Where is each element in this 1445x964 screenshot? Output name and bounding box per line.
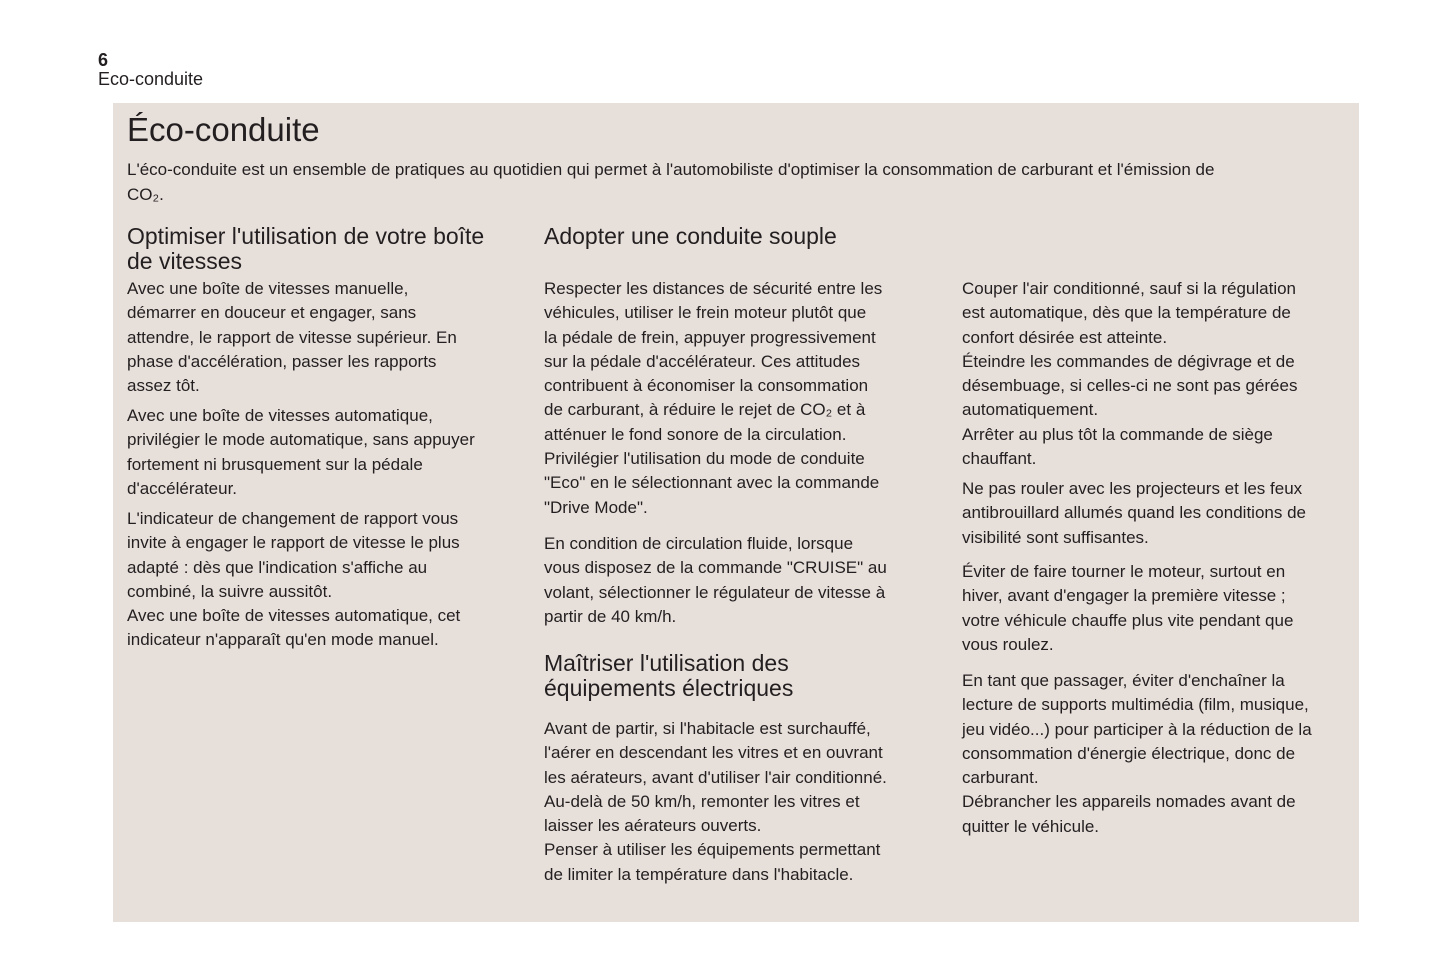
- intro-paragraph: [127, 157, 1337, 207]
- text-line: Penser à utiliser les équipements permettant: [544, 840, 881, 860]
- text-line: L'indicateur de changement de rapport vous: [127, 509, 459, 528]
- text-line: attendre, le rapport de vitesse supérieur. En: [127, 327, 457, 347]
- text-line: Avec une boîte de vitesses manuelle,: [127, 279, 409, 298]
- paragraph: [127, 507, 527, 653]
- text-line: automatiquement.: [962, 400, 1099, 420]
- text-line: adapté : dès que l'indication s'affiche au: [127, 557, 428, 577]
- text-line: phase d'accélération, passer les rapports: [127, 351, 437, 371]
- subsection-heading: [544, 651, 944, 700]
- text-line: Couper l'air conditionné, sauf si la régulation: [962, 279, 1296, 298]
- paragraph: [544, 717, 944, 887]
- text-line: Maîtriser l'utilisation des: [544, 650, 789, 676]
- text-line: sur la pédale d'accélérateur. Ces attitudes: [544, 351, 861, 371]
- text-line: les aérateurs, avant d'utiliser l'air conditionné.: [544, 767, 887, 787]
- text-line: Avec une boîte de vitesses automatique, cet: [127, 606, 461, 626]
- text-line: quitter le véhicule.: [962, 816, 1100, 836]
- subsection-heading: [544, 224, 944, 249]
- text-line: indicateur n'apparaît qu'en mode manuel.: [127, 630, 439, 650]
- paragraph: [962, 560, 1362, 657]
- text-line: lecture de supports multimédia (film, musique,: [962, 695, 1309, 715]
- text-line: Avec une boîte de vitesses automatique,: [127, 406, 433, 425]
- text-line: En tant que passager, éviter d'enchaîner la: [962, 671, 1285, 690]
- text-line: carburant.: [962, 768, 1039, 788]
- text-line: hiver, avant d'engager la première vitesse ;: [962, 586, 1286, 606]
- text-line: Au-delà de 50 km/h, remonter les vitres et: [544, 791, 860, 811]
- text-line: Débrancher les appareils nomades avant de: [962, 792, 1296, 812]
- text-line: assez tôt.: [127, 376, 200, 396]
- text-line: "Drive Mode".: [544, 497, 648, 517]
- text-line: de limiter la température dans l'habitacle.: [544, 864, 854, 884]
- text-line: consommation d'énergie électrique, donc de: [962, 743, 1296, 763]
- text-line: vous roulez.: [962, 634, 1054, 654]
- text-line: privilégier le mode automatique, sans appuyer: [127, 430, 475, 450]
- text-line: laisser les aérateurs ouverts.: [544, 816, 762, 836]
- text-line: Respecter les distances de sécurité entre les: [544, 279, 883, 298]
- paragraph: [962, 477, 1362, 550]
- text-line: Privilégier l'utilisation du mode de conduite: [544, 449, 865, 469]
- text-line: partir de 40 km/h.: [544, 606, 677, 626]
- text-line: jeu vidéo...) pour participer à la réduction de la: [962, 719, 1312, 739]
- text-line: la pédale de frein, appuyer progressivement: [544, 327, 876, 347]
- text-line: Éviter de faire tourner le moteur, surtout en: [962, 562, 1286, 581]
- text-line: confort désirée est atteinte.: [962, 327, 1168, 347]
- paragraph: [962, 277, 1362, 471]
- text-line: combiné, la suivre aussitôt.: [127, 581, 333, 601]
- text-line: En condition de circulation fluide, lorsque: [544, 534, 854, 553]
- text-line: chauffant.: [962, 449, 1037, 469]
- running-title: Eco-conduite: [98, 69, 204, 89]
- text-line: démarrer en douceur et engager, sans: [127, 303, 417, 323]
- paragraph: [544, 532, 944, 629]
- text-line: désembuage, si celles-ci ne sont pas gérées: [962, 376, 1298, 396]
- text-line: Ne pas rouler avec les projecteurs et les feux: [962, 479, 1303, 498]
- text-line: Optimiser l'utilisation de votre boîte: [127, 223, 485, 249]
- text-line: de carburant, à réduire le rejet de CO₂ et à: [544, 400, 866, 420]
- text-line: est automatique, dès que la température de: [962, 303, 1291, 323]
- text-line: contribuent à économiser la consommation: [544, 376, 869, 396]
- text-line: Adopter une conduite souple: [544, 223, 837, 249]
- text-line: vous disposez de la commande "CRUISE" au: [544, 558, 887, 578]
- paragraph: [127, 277, 527, 398]
- text-line: visibilité sont suffisantes.: [962, 527, 1149, 547]
- text-line: équipements électriques: [544, 674, 794, 701]
- text-line: véhicules, utiliser le frein moteur plutôt que: [544, 303, 867, 323]
- text-line: Avant de partir, si l'habitacle est surchauffé,: [544, 719, 871, 738]
- paragraph: [127, 404, 527, 501]
- text-line: fortement ni brusquement sur la pédale: [127, 454, 423, 474]
- intro-line: L'éco-conduite est un ensemble de pratiques au quotidien qui permet à l'automobiliste d'optimiser la consommation de carburant et l'émission de: [127, 160, 1215, 179]
- text-line: volant, sélectionner le régulateur de vitesse à: [544, 582, 886, 602]
- text-line: de vitesses: [127, 247, 243, 274]
- text-line: votre véhicule chauffe plus vite pendant que: [962, 610, 1294, 630]
- text-line: d'accélérateur.: [127, 478, 238, 498]
- section-title: Éco-conduite: [127, 111, 320, 148]
- subsection-heading: [127, 224, 527, 273]
- intro-line: CO₂.: [127, 185, 164, 204]
- text-line: Arrêter au plus tôt la commande de siège: [962, 424, 1273, 444]
- text-line: antibrouillard allumés quand les conditions de: [962, 503, 1306, 523]
- text-line: "Eco" en le sélectionnant avec la commande: [544, 473, 880, 493]
- paragraph: [544, 277, 944, 520]
- paragraph: [962, 669, 1362, 839]
- text-line: invite à engager le rapport de vitesse le plus: [127, 533, 460, 553]
- text-line: atténuer le fond sonore de la circulation.: [544, 424, 847, 444]
- text-line: l'aérer en descendant les vitres et en ouvrant: [544, 743, 883, 763]
- page-number: 6: [98, 50, 109, 70]
- text-line: Éteindre les commandes de dégivrage et de: [962, 351, 1295, 371]
